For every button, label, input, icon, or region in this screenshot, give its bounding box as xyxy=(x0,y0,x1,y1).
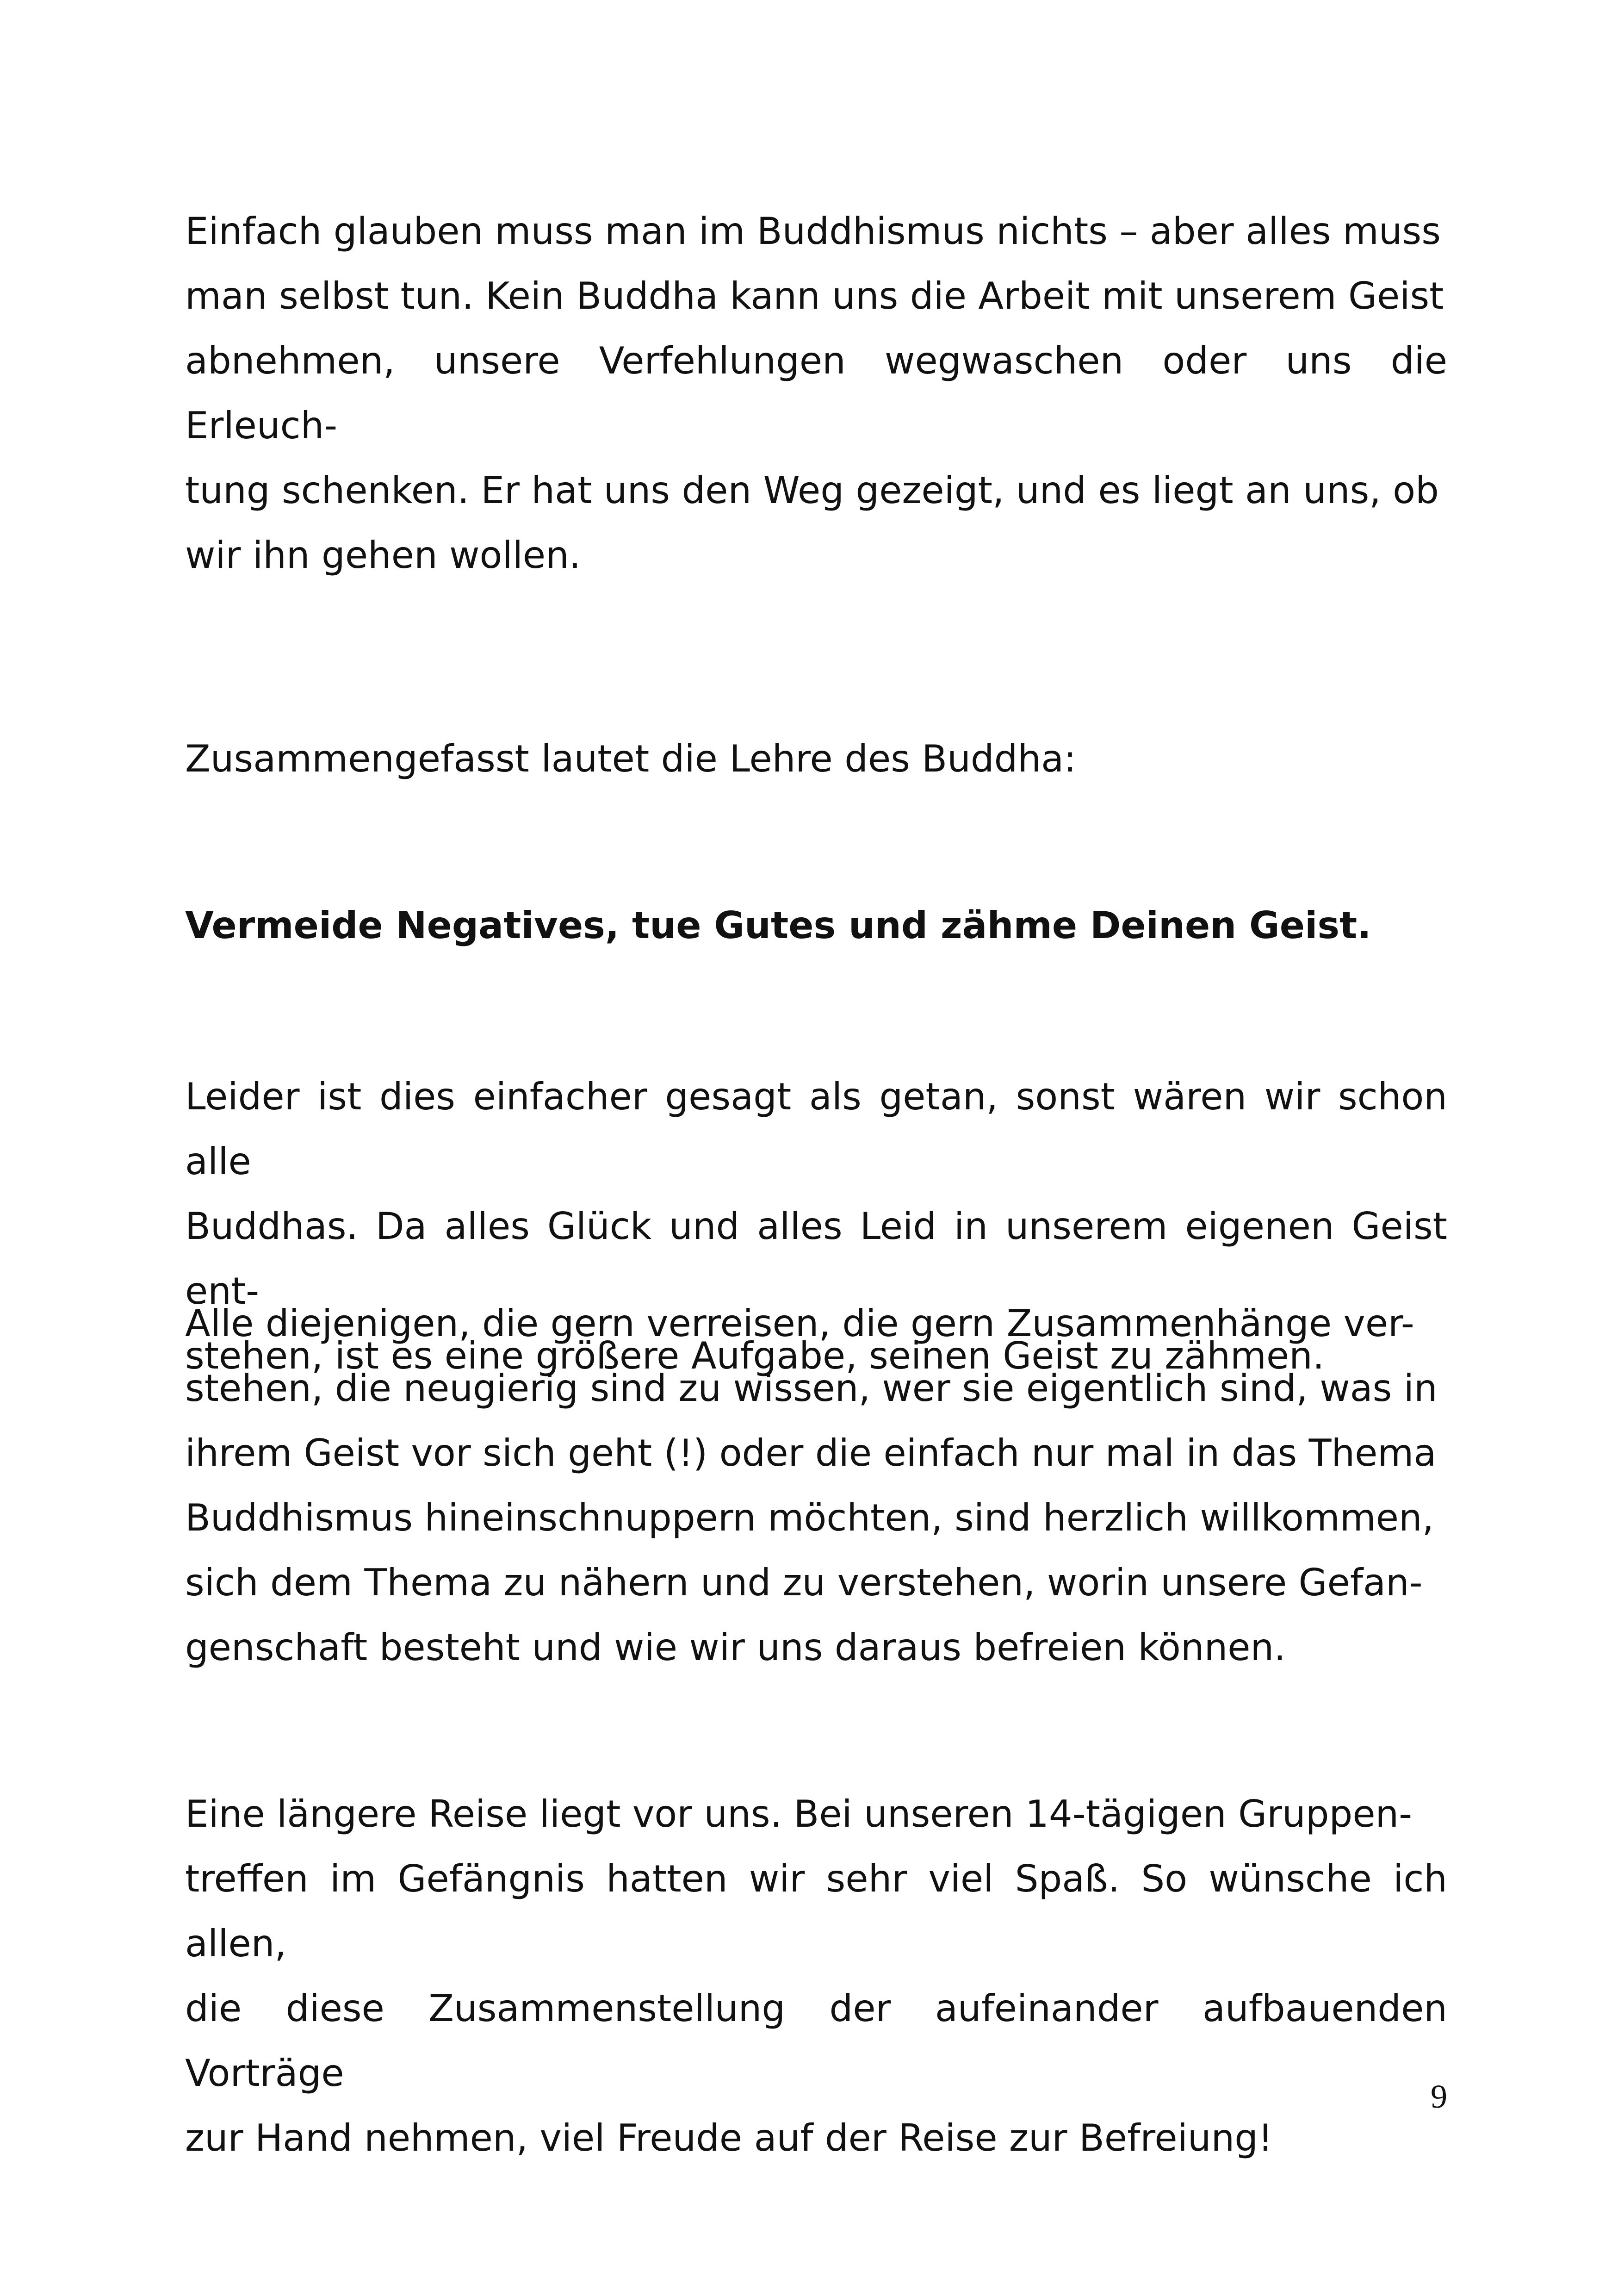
paragraph-intro: Einfach glauben muss man im Buddhismus nichts – aber alles muss man selbst tun. Kein Buddha kann uns die Arbeit mit unserem Geist abnehmen, unsere Verfehlungen wegwaschen oder uns die Erleuch- tung schenken. Er hat uns den Weg gezeigt, und es liegt an uns, ob wir ihn gehen wollen. xyxy=(185,210,1447,577)
paragraph-summary-lead: Zusammengefasst lautet die Lehre des Buddha: xyxy=(185,737,1077,780)
paragraph-invitation: Alle diejenigen, die gern verreisen, die gern Zusammenhänge ver- stehen, die neugierig sind zu wissen, wer sie eigentlich sind, was in ihrem Geist vor sich geht (!) oder die einfach nur mal in das Thema Buddhismus hineinschnuppern möchten, sind herzlich willkommen, sich dem Thema zu nähern und zu verstehen, worin unsere Gefan- genschaft besteht und wie wir uns daraus befreien können. xyxy=(185,1302,1438,1669)
paragraph-closing: Eine längere Reise liegt vor uns. Bei unseren 14-tägigen Gruppen- treffen im Gefängnis hatten wir sehr viel Spaß. So wünsche ich allen, die diese Zusammenstellung der aufeinander aufbauenden Vorträge zur Hand nehmen, viel Freude auf der Reise zur Befreiung! xyxy=(185,1792,1447,2159)
paragraph-core-teaching: Vermeide Negatives, tue Gutes und zähme Deinen Geist. xyxy=(185,904,1371,947)
paragraph-difficulty: Leider ist dies einfacher gesagt als getan, sonst wären wir schon alle Buddhas. Da alles Glück und alles Leid in unserem eigenen Geist ent- stehen, ist es eine größere Aufgabe, seinen Geist zu zähmen. xyxy=(185,1075,1447,1377)
page-number: 9 xyxy=(1431,2078,1447,2115)
